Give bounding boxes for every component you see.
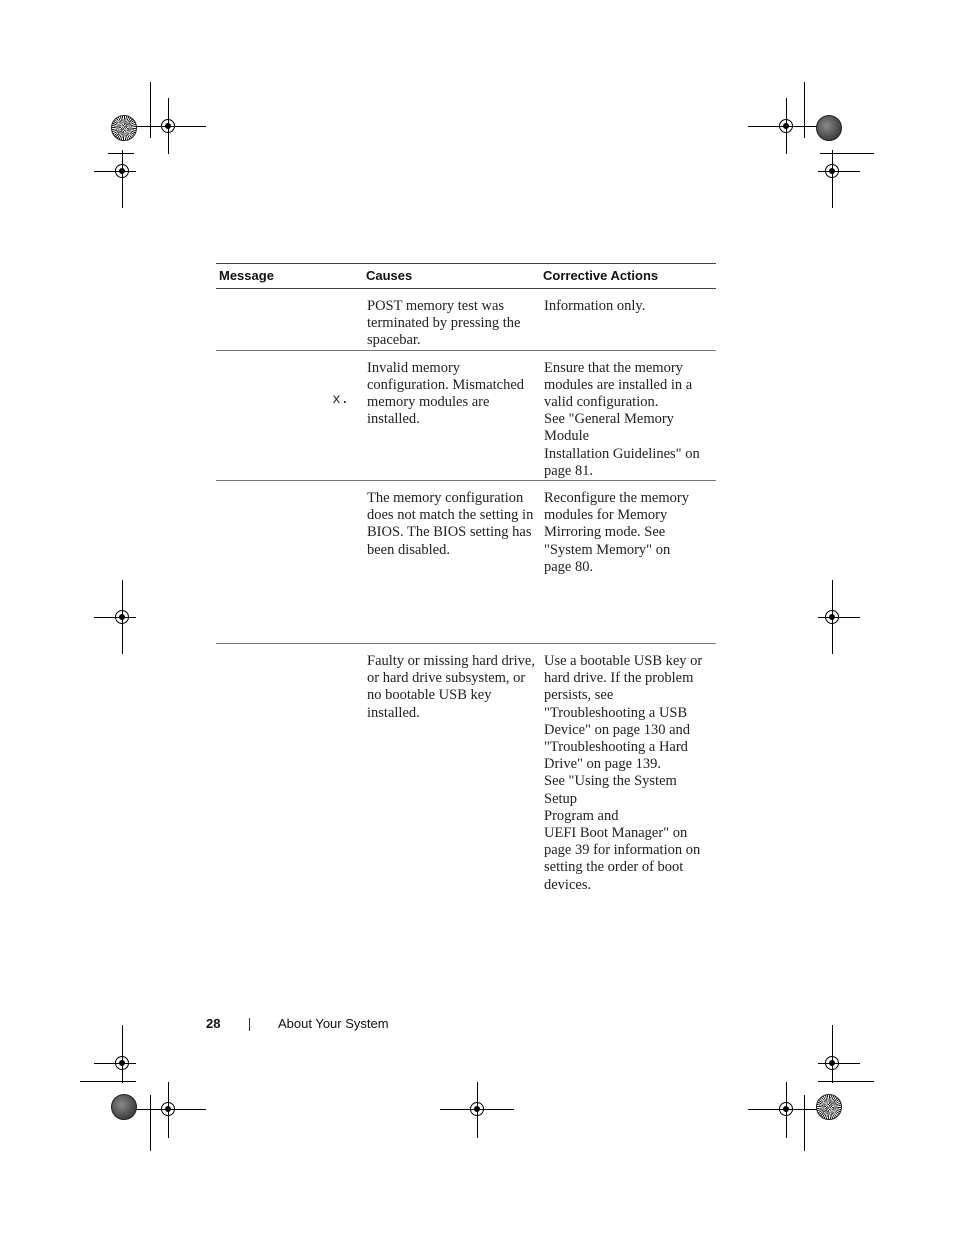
actions-cell: Ensure that the memory modules are installed in a valid configuration. See "General Memory Module Installation Guidelines" on page 81. xyxy=(540,350,716,480)
message-cell xyxy=(216,289,363,351)
message-cell: x. xyxy=(216,350,363,480)
footer-separator xyxy=(249,1018,250,1031)
causes-cell: Invalid memory configuration. Mismatched memory modules are installed. xyxy=(363,350,540,480)
starburst-target-icon xyxy=(111,115,137,141)
chapter-title: About Your System xyxy=(278,1016,389,1031)
error-messages-table xyxy=(216,263,716,894)
table-row xyxy=(216,644,716,894)
column-header-causes: Causes xyxy=(363,264,540,289)
grey-target-icon xyxy=(111,1094,137,1120)
table-header-row xyxy=(216,264,716,289)
message-cell xyxy=(216,644,363,894)
actions-cell: Reconfigure the memory modules for Memory Mirroring mode. See "System Memory" on page 80. xyxy=(540,481,716,644)
table-row xyxy=(216,289,716,351)
causes-cell: The memory configuration does not match the setting in BIOS. The BIOS setting has been disabled. xyxy=(363,481,540,644)
column-header-message: Message xyxy=(216,264,363,289)
page-number: 28 xyxy=(206,1016,221,1031)
table-row xyxy=(216,481,716,644)
causes-cell: Faulty or missing hard drive, or hard drive subsystem, or no bootable USB key installed. xyxy=(367,653,535,721)
table-row xyxy=(216,350,716,480)
causes-cell: POST memory test was terminated by pressing the spacebar. xyxy=(363,289,540,351)
actions-cell: Information only. xyxy=(540,289,716,351)
starburst-target-icon xyxy=(816,1094,842,1120)
grey-target-icon xyxy=(816,115,842,141)
column-header-corrective-actions: Corrective Actions xyxy=(540,264,716,289)
message-cell xyxy=(216,481,363,644)
actions-cell: Use a bootable USB key or hard drive. If the problem persists, see "Troubleshooting a USB Device" on page 130 and "Troubleshooting a Hard Drive" on page 139. See "Using the System Setup Program and UEFI Boot Manager" on page 39 for information on setting the order of boot devices. xyxy=(544,653,703,893)
